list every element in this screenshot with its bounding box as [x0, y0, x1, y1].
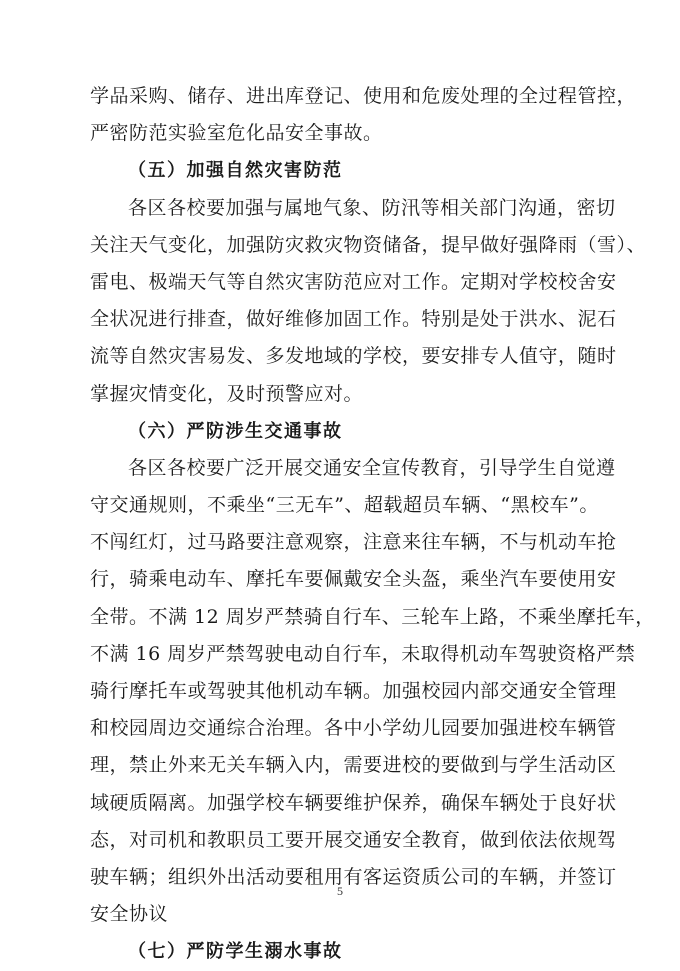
- paragraph-line: 驶车辆；组织外出活动要租用有客运资质公司的车辆，并签订: [90, 865, 617, 888]
- paragraph-line: 和校园周边交通综合治理。各中小学幼儿园要加强进校车辆管: [90, 717, 617, 740]
- paragraph-line: 严密防范实验室危化品安全事故。: [90, 122, 383, 145]
- paragraph-line: 全带。不满 12 周岁严禁骑自行车、三轮车上路，不乘坐摩托车，: [90, 605, 655, 628]
- paragraph-line: 安全协议: [90, 903, 169, 926]
- paragraph-line: 雷电、极端天气等自然灾害防范应对工作。定期对学校校舍安: [90, 270, 617, 293]
- paragraph-line: 理，禁止外来无关车辆入内，需要进校的要做到与学生活动区: [90, 754, 617, 777]
- paragraph-line: 行，骑乘电动车、摩托车要佩戴安全头盔，乘坐汽车要使用安: [90, 568, 617, 591]
- paragraph-line: 态，对司机和教职员工要开展交通安全教育，做到依法依规驾: [90, 828, 617, 851]
- paragraph-line: 各区各校要加强与属地气象、防汛等相关部门沟通，密切: [128, 196, 616, 219]
- paragraph-line: 骑行摩托车或驾驶其他机动车辆。加强校园内部交通安全管理: [90, 680, 617, 702]
- paragraph-line: 掌握灾情变化，及时预警应对。: [90, 382, 364, 405]
- page-number: 5: [337, 884, 343, 898]
- document-body: [90, 78, 655, 971]
- paragraph-line: 流等自然灾害易发、多发地域的学校，要安排专人值守，随时: [90, 345, 617, 368]
- section-heading-7: （七）严防学生溺水事故: [128, 941, 343, 963]
- paragraph-line: 不闯红灯，过马路要注意观察，注意来往车辆，不与机动车抢: [90, 531, 617, 554]
- paragraph-line: 守交通规则，不乘坐“三无车”、超载超员车辆、“黑校车”。: [90, 494, 599, 517]
- paragraph-line: 学品采购、储存、进出库登记、使用和危废处理的全过程管控，: [90, 85, 637, 107]
- paragraph-line: 各区各校要广泛开展交通安全宣传教育，引导学生自觉遵: [128, 456, 616, 479]
- paragraph-line: 关注天气变化，加强防灾救灾物资储备，提早做好强降雨（雪）、: [90, 233, 647, 256]
- section-heading-6: （六）严防涉生交通事故: [128, 420, 343, 442]
- paragraph-line: 全状况进行排查，做好维修加固工作。特别是处于洪水、泥石: [90, 308, 617, 331]
- paragraph-line: 不满 16 周岁严禁驾驶电动自行车，未取得机动车驾驶资格严禁: [90, 642, 636, 665]
- paragraph-line: 域硬质隔离。加强学校车辆要维护保养，确保车辆处于良好状: [90, 791, 617, 814]
- section-heading-5: （五）加强自然灾害防范: [128, 160, 343, 182]
